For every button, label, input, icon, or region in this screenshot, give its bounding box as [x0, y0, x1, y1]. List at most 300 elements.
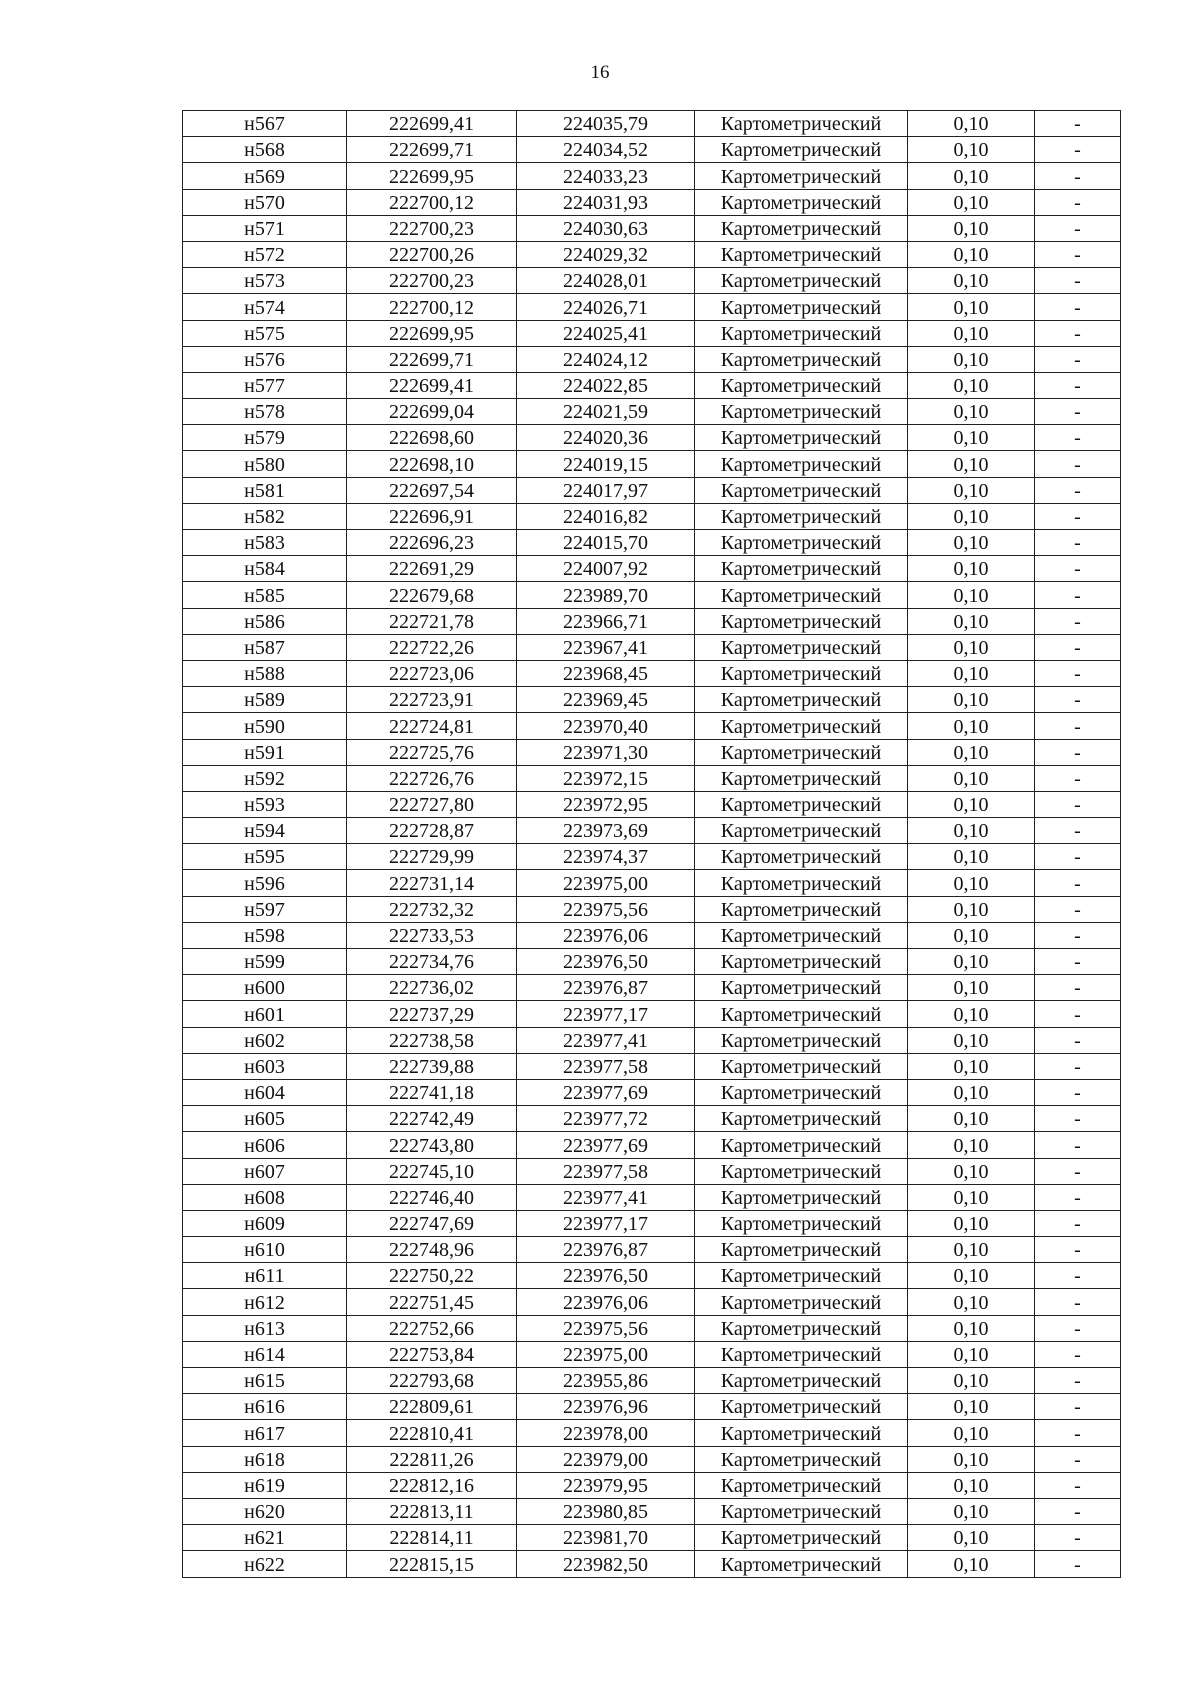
method-cell: Картометрический	[695, 870, 908, 896]
method-cell: Картометрический	[695, 1184, 908, 1210]
table-row	[183, 1368, 1121, 1394]
accuracy-cell: 0,10	[908, 1525, 1035, 1551]
table-row	[183, 1420, 1121, 1446]
point-id-cell: н613	[183, 1315, 347, 1341]
description-cell: -	[1035, 425, 1121, 451]
point-id-cell: н587	[183, 634, 347, 660]
table-row	[183, 608, 1121, 634]
point-id-cell: н614	[183, 1341, 347, 1367]
method-cell: Картометрический	[695, 1315, 908, 1341]
x-coordinate-cell: 222747,69	[347, 1210, 517, 1236]
accuracy-cell: 0,10	[908, 1394, 1035, 1420]
point-id-cell: н602	[183, 1027, 347, 1053]
description-cell: -	[1035, 189, 1121, 215]
table-row	[183, 163, 1121, 189]
table-row	[183, 844, 1121, 870]
point-id-cell: н603	[183, 1053, 347, 1079]
point-id-cell: н610	[183, 1237, 347, 1263]
x-coordinate-cell: 222691,29	[347, 556, 517, 582]
accuracy-cell: 0,10	[908, 294, 1035, 320]
method-cell: Картометрический	[695, 739, 908, 765]
method-cell: Картометрический	[695, 608, 908, 634]
point-id-cell: н568	[183, 137, 347, 163]
point-id-cell: н596	[183, 870, 347, 896]
point-id-cell: н604	[183, 1079, 347, 1105]
table-row	[183, 399, 1121, 425]
accuracy-cell: 0,10	[908, 372, 1035, 398]
description-cell: -	[1035, 111, 1121, 137]
description-cell: -	[1035, 1315, 1121, 1341]
point-id-cell: н583	[183, 530, 347, 556]
accuracy-cell: 0,10	[908, 556, 1035, 582]
point-id-cell: н592	[183, 765, 347, 791]
point-id-cell: н594	[183, 818, 347, 844]
description-cell: -	[1035, 346, 1121, 372]
method-cell: Картометрический	[695, 660, 908, 686]
method-cell: Картометрический	[695, 530, 908, 556]
point-id-cell: н609	[183, 1210, 347, 1236]
x-coordinate-cell: 222725,76	[347, 739, 517, 765]
point-id-cell: н588	[183, 660, 347, 686]
method-cell: Картометрический	[695, 320, 908, 346]
description-cell: -	[1035, 556, 1121, 582]
accuracy-cell: 0,10	[908, 1315, 1035, 1341]
method-cell: Картометрический	[695, 844, 908, 870]
point-id-cell: н575	[183, 320, 347, 346]
x-coordinate-cell: 222809,61	[347, 1394, 517, 1420]
accuracy-cell: 0,10	[908, 870, 1035, 896]
point-id-cell: н589	[183, 687, 347, 713]
point-id-cell: н620	[183, 1498, 347, 1524]
method-cell: Картометрический	[695, 818, 908, 844]
description-cell: -	[1035, 922, 1121, 948]
x-coordinate-cell: 222700,26	[347, 241, 517, 267]
y-coordinate-cell: 224028,01	[517, 268, 695, 294]
method-cell: Картометрический	[695, 1525, 908, 1551]
x-coordinate-cell: 222815,15	[347, 1551, 517, 1577]
accuracy-cell: 0,10	[908, 189, 1035, 215]
x-coordinate-cell: 222731,14	[347, 870, 517, 896]
y-coordinate-cell: 223976,50	[517, 1263, 695, 1289]
table-row	[183, 556, 1121, 582]
table-row	[183, 870, 1121, 896]
point-id-cell: н595	[183, 844, 347, 870]
y-coordinate-cell: 223976,87	[517, 975, 695, 1001]
method-cell: Картометрический	[695, 765, 908, 791]
method-cell: Картометрический	[695, 975, 908, 1001]
table-row	[183, 791, 1121, 817]
y-coordinate-cell: 223971,30	[517, 739, 695, 765]
method-cell: Картометрический	[695, 451, 908, 477]
method-cell: Картометрический	[695, 1237, 908, 1263]
x-coordinate-cell: 222723,91	[347, 687, 517, 713]
table-row	[183, 1079, 1121, 1105]
accuracy-cell: 0,10	[908, 1498, 1035, 1524]
x-coordinate-cell: 222753,84	[347, 1341, 517, 1367]
accuracy-cell: 0,10	[908, 687, 1035, 713]
accuracy-cell: 0,10	[908, 1106, 1035, 1132]
table-row	[183, 1210, 1121, 1236]
point-id-cell: н591	[183, 739, 347, 765]
accuracy-cell: 0,10	[908, 425, 1035, 451]
y-coordinate-cell: 224007,92	[517, 556, 695, 582]
point-id-cell: н576	[183, 346, 347, 372]
y-coordinate-cell: 223977,69	[517, 1079, 695, 1105]
accuracy-cell: 0,10	[908, 1132, 1035, 1158]
y-coordinate-cell: 223989,70	[517, 582, 695, 608]
accuracy-cell: 0,10	[908, 1053, 1035, 1079]
x-coordinate-cell: 222698,60	[347, 425, 517, 451]
point-id-cell: н621	[183, 1525, 347, 1551]
accuracy-cell: 0,10	[908, 268, 1035, 294]
point-id-cell: н593	[183, 791, 347, 817]
point-id-cell: н571	[183, 215, 347, 241]
table-row	[183, 818, 1121, 844]
description-cell: -	[1035, 294, 1121, 320]
description-cell: -	[1035, 215, 1121, 241]
y-coordinate-cell: 224015,70	[517, 530, 695, 556]
description-cell: -	[1035, 765, 1121, 791]
description-cell: -	[1035, 1394, 1121, 1420]
x-coordinate-cell: 222729,99	[347, 844, 517, 870]
description-cell: -	[1035, 1525, 1121, 1551]
description-cell: -	[1035, 1210, 1121, 1236]
y-coordinate-cell: 223972,95	[517, 791, 695, 817]
x-coordinate-cell: 222793,68	[347, 1368, 517, 1394]
accuracy-cell: 0,10	[908, 1263, 1035, 1289]
table-row	[183, 189, 1121, 215]
x-coordinate-cell: 222699,95	[347, 163, 517, 189]
point-id-cell: н619	[183, 1472, 347, 1498]
description-cell: -	[1035, 503, 1121, 529]
accuracy-cell: 0,10	[908, 844, 1035, 870]
x-coordinate-cell: 222700,12	[347, 189, 517, 215]
y-coordinate-cell: 224031,93	[517, 189, 695, 215]
method-cell: Картометрический	[695, 1394, 908, 1420]
description-cell: -	[1035, 530, 1121, 556]
description-cell: -	[1035, 1420, 1121, 1446]
description-cell: -	[1035, 1027, 1121, 1053]
method-cell: Картометрический	[695, 241, 908, 267]
method-cell: Картометрический	[695, 268, 908, 294]
method-cell: Картометрический	[695, 372, 908, 398]
description-cell: -	[1035, 896, 1121, 922]
point-id-cell: н579	[183, 425, 347, 451]
y-coordinate-cell: 223977,58	[517, 1053, 695, 1079]
point-id-cell: н601	[183, 1001, 347, 1027]
description-cell: -	[1035, 1289, 1121, 1315]
table-row	[183, 1498, 1121, 1524]
accuracy-cell: 0,10	[908, 1237, 1035, 1263]
accuracy-cell: 0,10	[908, 713, 1035, 739]
accuracy-cell: 0,10	[908, 451, 1035, 477]
method-cell: Картометрический	[695, 215, 908, 241]
method-cell: Картометрический	[695, 1472, 908, 1498]
y-coordinate-cell: 224030,63	[517, 215, 695, 241]
method-cell: Картометрический	[695, 477, 908, 503]
method-cell: Картометрический	[695, 294, 908, 320]
accuracy-cell: 0,10	[908, 346, 1035, 372]
method-cell: Картометрический	[695, 1210, 908, 1236]
table-row	[183, 765, 1121, 791]
x-coordinate-cell: 222700,23	[347, 268, 517, 294]
x-coordinate-cell: 222810,41	[347, 1420, 517, 1446]
x-coordinate-cell: 222699,41	[347, 111, 517, 137]
x-coordinate-cell: 222727,80	[347, 791, 517, 817]
table-row	[183, 320, 1121, 346]
description-cell: -	[1035, 1446, 1121, 1472]
accuracy-cell: 0,10	[908, 1289, 1035, 1315]
point-id-cell: н581	[183, 477, 347, 503]
x-coordinate-cell: 222724,81	[347, 713, 517, 739]
y-coordinate-cell: 223976,06	[517, 922, 695, 948]
description-cell: -	[1035, 163, 1121, 189]
accuracy-cell: 0,10	[908, 241, 1035, 267]
x-coordinate-cell: 222814,11	[347, 1525, 517, 1551]
table-row	[183, 137, 1121, 163]
accuracy-cell: 0,10	[908, 1420, 1035, 1446]
point-id-cell: н580	[183, 451, 347, 477]
description-cell: -	[1035, 608, 1121, 634]
accuracy-cell: 0,10	[908, 896, 1035, 922]
accuracy-cell: 0,10	[908, 1184, 1035, 1210]
method-cell: Картометрический	[695, 556, 908, 582]
table-row	[183, 241, 1121, 267]
y-coordinate-cell: 224021,59	[517, 399, 695, 425]
description-cell: -	[1035, 477, 1121, 503]
y-coordinate-cell: 223969,45	[517, 687, 695, 713]
point-id-cell: н615	[183, 1368, 347, 1394]
table-row	[183, 1053, 1121, 1079]
method-cell: Картометрический	[695, 687, 908, 713]
method-cell: Картометрический	[695, 791, 908, 817]
table-row	[183, 530, 1121, 556]
x-coordinate-cell: 222738,58	[347, 1027, 517, 1053]
x-coordinate-cell: 222699,95	[347, 320, 517, 346]
table-row	[183, 372, 1121, 398]
y-coordinate-cell: 224022,85	[517, 372, 695, 398]
x-coordinate-cell: 222736,02	[347, 975, 517, 1001]
y-coordinate-cell: 223976,87	[517, 1237, 695, 1263]
x-coordinate-cell: 222679,68	[347, 582, 517, 608]
description-cell: -	[1035, 399, 1121, 425]
accuracy-cell: 0,10	[908, 1341, 1035, 1367]
point-id-cell: н570	[183, 189, 347, 215]
accuracy-cell: 0,10	[908, 1027, 1035, 1053]
method-cell: Картометрический	[695, 1053, 908, 1079]
table-row	[183, 660, 1121, 686]
x-coordinate-cell: 222698,10	[347, 451, 517, 477]
point-id-cell: н616	[183, 1394, 347, 1420]
y-coordinate-cell: 223966,71	[517, 608, 695, 634]
y-coordinate-cell: 223968,45	[517, 660, 695, 686]
table-row	[183, 1237, 1121, 1263]
description-cell: -	[1035, 949, 1121, 975]
method-cell: Картометрический	[695, 713, 908, 739]
description-cell: -	[1035, 1237, 1121, 1263]
description-cell: -	[1035, 1158, 1121, 1184]
x-coordinate-cell: 222728,87	[347, 818, 517, 844]
accuracy-cell: 0,10	[908, 1210, 1035, 1236]
x-coordinate-cell: 222742,49	[347, 1106, 517, 1132]
point-id-cell: н600	[183, 975, 347, 1001]
method-cell: Картометрический	[695, 399, 908, 425]
x-coordinate-cell: 222721,78	[347, 608, 517, 634]
description-cell: -	[1035, 241, 1121, 267]
point-id-cell: н578	[183, 399, 347, 425]
method-cell: Картометрический	[695, 1446, 908, 1472]
point-id-cell: н586	[183, 608, 347, 634]
table-row	[183, 1341, 1121, 1367]
x-coordinate-cell: 222699,04	[347, 399, 517, 425]
point-id-cell: н612	[183, 1289, 347, 1315]
x-coordinate-cell: 222699,41	[347, 372, 517, 398]
table-row	[183, 634, 1121, 660]
description-cell: -	[1035, 1106, 1121, 1132]
method-cell: Картометрический	[695, 1263, 908, 1289]
x-coordinate-cell: 222813,11	[347, 1498, 517, 1524]
x-coordinate-cell: 222745,10	[347, 1158, 517, 1184]
method-cell: Картометрический	[695, 1106, 908, 1132]
method-cell: Картометрический	[695, 1341, 908, 1367]
description-cell: -	[1035, 687, 1121, 713]
description-cell: -	[1035, 1551, 1121, 1577]
method-cell: Картометрический	[695, 163, 908, 189]
method-cell: Картометрический	[695, 346, 908, 372]
y-coordinate-cell: 224017,97	[517, 477, 695, 503]
description-cell: -	[1035, 582, 1121, 608]
description-cell: -	[1035, 844, 1121, 870]
table-row	[183, 1027, 1121, 1053]
accuracy-cell: 0,10	[908, 818, 1035, 844]
x-coordinate-cell: 222737,29	[347, 1001, 517, 1027]
description-cell: -	[1035, 1341, 1121, 1367]
method-cell: Картометрический	[695, 503, 908, 529]
point-id-cell: н622	[183, 1551, 347, 1577]
x-coordinate-cell: 222734,76	[347, 949, 517, 975]
table-row	[183, 111, 1121, 137]
description-cell: -	[1035, 660, 1121, 686]
accuracy-cell: 0,10	[908, 1001, 1035, 1027]
point-id-cell: н590	[183, 713, 347, 739]
table-row	[183, 268, 1121, 294]
x-coordinate-cell: 222699,71	[347, 137, 517, 163]
method-cell: Картометрический	[695, 1289, 908, 1315]
description-cell: -	[1035, 1132, 1121, 1158]
table-row	[183, 949, 1121, 975]
y-coordinate-cell: 223970,40	[517, 713, 695, 739]
description-cell: -	[1035, 451, 1121, 477]
y-coordinate-cell: 223982,50	[517, 1551, 695, 1577]
y-coordinate-cell: 223979,00	[517, 1446, 695, 1472]
y-coordinate-cell: 223978,00	[517, 1420, 695, 1446]
point-id-cell: н598	[183, 922, 347, 948]
accuracy-cell: 0,10	[908, 660, 1035, 686]
table-row	[183, 975, 1121, 1001]
table-row	[183, 346, 1121, 372]
point-id-cell: н569	[183, 163, 347, 189]
point-id-cell: н611	[183, 1263, 347, 1289]
point-id-cell: н567	[183, 111, 347, 137]
y-coordinate-cell: 223981,70	[517, 1525, 695, 1551]
table-row	[183, 1525, 1121, 1551]
point-id-cell: н574	[183, 294, 347, 320]
x-coordinate-cell: 222751,45	[347, 1289, 517, 1315]
table-row	[183, 425, 1121, 451]
table-row	[183, 1158, 1121, 1184]
accuracy-cell: 0,10	[908, 1551, 1035, 1577]
table-row	[183, 1394, 1121, 1420]
method-cell: Картометрический	[695, 111, 908, 137]
description-cell: -	[1035, 634, 1121, 660]
table-row	[183, 451, 1121, 477]
method-cell: Картометрический	[695, 582, 908, 608]
accuracy-cell: 0,10	[908, 1079, 1035, 1105]
x-coordinate-cell: 222700,12	[347, 294, 517, 320]
accuracy-cell: 0,10	[908, 215, 1035, 241]
y-coordinate-cell: 224019,15	[517, 451, 695, 477]
y-coordinate-cell: 224035,79	[517, 111, 695, 137]
page-number: 16	[590, 62, 610, 83]
x-coordinate-cell: 222722,26	[347, 634, 517, 660]
y-coordinate-cell: 224026,71	[517, 294, 695, 320]
accuracy-cell: 0,10	[908, 739, 1035, 765]
accuracy-cell: 0,10	[908, 1446, 1035, 1472]
y-coordinate-cell: 223980,85	[517, 1498, 695, 1524]
x-coordinate-cell: 222741,18	[347, 1079, 517, 1105]
y-coordinate-cell: 223977,41	[517, 1184, 695, 1210]
table-row	[183, 503, 1121, 529]
y-coordinate-cell: 223975,00	[517, 1341, 695, 1367]
accuracy-cell: 0,10	[908, 922, 1035, 948]
y-coordinate-cell: 223975,56	[517, 1315, 695, 1341]
x-coordinate-cell: 222752,66	[347, 1315, 517, 1341]
table-row	[183, 215, 1121, 241]
description-cell: -	[1035, 372, 1121, 398]
method-cell: Картометрический	[695, 425, 908, 451]
x-coordinate-cell: 222811,26	[347, 1446, 517, 1472]
y-coordinate-cell: 223977,72	[517, 1106, 695, 1132]
point-id-cell: н617	[183, 1420, 347, 1446]
point-id-cell: н607	[183, 1158, 347, 1184]
y-coordinate-cell: 224033,23	[517, 163, 695, 189]
description-cell: -	[1035, 1472, 1121, 1498]
method-cell: Картометрический	[695, 1158, 908, 1184]
y-coordinate-cell: 224020,36	[517, 425, 695, 451]
description-cell: -	[1035, 1184, 1121, 1210]
x-coordinate-cell: 222743,80	[347, 1132, 517, 1158]
table-row	[183, 739, 1121, 765]
accuracy-cell: 0,10	[908, 765, 1035, 791]
accuracy-cell: 0,10	[908, 1368, 1035, 1394]
accuracy-cell: 0,10	[908, 791, 1035, 817]
table-row	[183, 582, 1121, 608]
accuracy-cell: 0,10	[908, 608, 1035, 634]
x-coordinate-cell: 222732,32	[347, 896, 517, 922]
description-cell: -	[1035, 1079, 1121, 1105]
method-cell: Картометрический	[695, 1132, 908, 1158]
y-coordinate-cell: 223977,17	[517, 1210, 695, 1236]
table-row	[183, 1472, 1121, 1498]
method-cell: Картометрический	[695, 189, 908, 215]
point-id-cell: н584	[183, 556, 347, 582]
accuracy-cell: 0,10	[908, 399, 1035, 425]
method-cell: Картометрический	[695, 1551, 908, 1577]
table-row	[183, 922, 1121, 948]
y-coordinate-cell: 224025,41	[517, 320, 695, 346]
method-cell: Картометрический	[695, 634, 908, 660]
accuracy-cell: 0,10	[908, 320, 1035, 346]
